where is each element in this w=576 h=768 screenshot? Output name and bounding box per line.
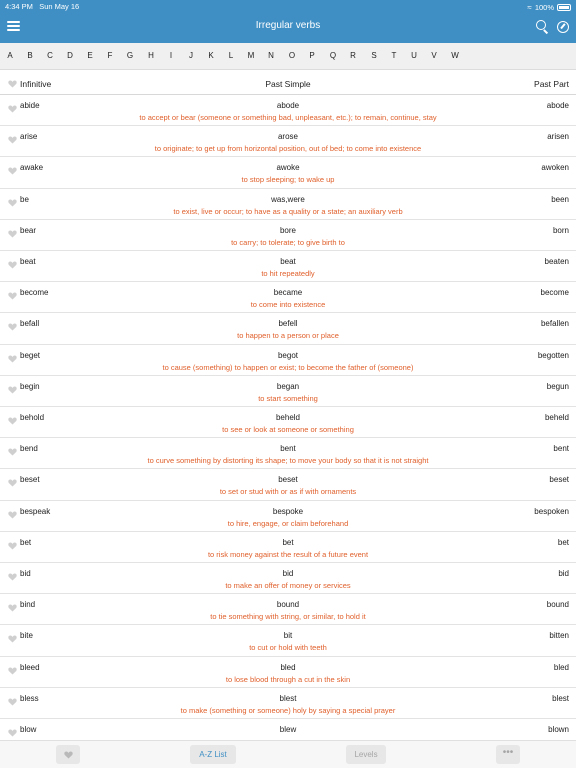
alphabet-letter-f[interactable]: F xyxy=(107,51,113,60)
past-participle-cell: awoken xyxy=(541,163,569,173)
alphabet-letter-m[interactable]: M xyxy=(247,51,255,60)
past-simple-cell: beset xyxy=(278,475,298,485)
infinitive-cell: beat xyxy=(20,257,36,266)
past-simple-cell: began xyxy=(276,381,300,391)
past-simple-cell: bent xyxy=(280,444,296,454)
table-row[interactable] xyxy=(0,438,576,469)
table-row[interactable] xyxy=(0,407,576,438)
infinitive-cell: bend xyxy=(20,444,38,454)
definition-text: to cause (something) to happen or exist; to become the father of (someone) xyxy=(162,362,414,372)
definition-text: to risk money against the result of a future event xyxy=(207,549,369,559)
table-row[interactable] xyxy=(0,157,576,188)
alphabet-letter-l[interactable]: L xyxy=(228,51,234,60)
past-participle-cell: born xyxy=(552,225,569,235)
alphabet-index-bar xyxy=(0,43,576,70)
definition-text: to tie something with string, or similar, to hold it xyxy=(210,612,366,622)
past-participle-cell: begotten xyxy=(537,350,569,360)
past-simple-cell: bound xyxy=(276,600,300,610)
infinitive-cell: arise xyxy=(20,132,38,142)
past-simple-cell: arose xyxy=(277,132,298,142)
infinitive-cell: befall xyxy=(20,319,40,329)
infinitive-cell: bleed xyxy=(20,662,40,672)
infinitive-cell: bet xyxy=(20,537,32,547)
status-clock: 4:34 PM xyxy=(5,2,33,11)
alphabet-letter-n[interactable]: N xyxy=(268,51,274,60)
table-row[interactable] xyxy=(0,469,576,500)
wifi-icon: ≈ xyxy=(527,2,532,12)
infinitive-cell: bind xyxy=(20,600,36,610)
past-participle-cell: become xyxy=(540,288,569,298)
infinitive-cell: awake xyxy=(20,163,44,173)
infinitive-cell: bid xyxy=(20,569,31,578)
infinitive-cell: bear xyxy=(20,225,37,235)
alphabet-letter-v[interactable]: V xyxy=(431,51,437,60)
table-row[interactable] xyxy=(0,95,576,126)
alphabet-letter-e[interactable]: E xyxy=(87,51,93,60)
speedometer-icon[interactable] xyxy=(557,21,569,33)
past-participle-cell: beaten xyxy=(544,257,569,266)
alphabet-letter-c[interactable]: C xyxy=(47,51,53,60)
infinitive-cell: begin xyxy=(20,381,40,391)
definition-text: to set or stud with or as if with ornaments xyxy=(219,487,357,497)
alphabet-letter-p[interactable]: P xyxy=(309,51,315,60)
definition-text: to start something xyxy=(258,393,318,403)
past-participle-cell: beset xyxy=(549,475,569,485)
past-participle-cell: bid xyxy=(558,569,569,578)
alphabet-letter-u[interactable]: U xyxy=(411,51,417,60)
status-date: Sun May 16 xyxy=(39,2,80,11)
past-participle-cell: bespoken xyxy=(534,506,569,516)
table-row[interactable] xyxy=(0,282,576,313)
definition-text: to hire, engage, or claim beforehand xyxy=(227,518,349,528)
definition-text: to make (something or someone) holy by saying a special prayer xyxy=(180,705,396,715)
past-participle-cell: abode xyxy=(546,101,569,110)
infinitive-cell: beset xyxy=(20,475,40,485)
past-participle-cell: blown xyxy=(548,725,569,734)
past-simple-cell: bore xyxy=(279,225,296,235)
definition-text: to come into existence xyxy=(250,300,326,310)
heart-icon xyxy=(64,751,73,759)
infinitive-cell: be xyxy=(20,194,29,204)
alphabet-letter-i[interactable]: I xyxy=(169,51,173,60)
definition-text: to see or look at someone or something xyxy=(222,425,354,434)
past-simple-cell: bid xyxy=(282,569,294,578)
table-row[interactable] xyxy=(0,532,576,563)
past-participle-cell: arisen xyxy=(547,132,569,142)
infinitive-cell: bless xyxy=(20,693,39,703)
definition-text: to originate; to get up from horizontal position, out of bed; to come into existence xyxy=(154,144,422,154)
column-infinitive[interactable]: Infinitive xyxy=(20,79,52,89)
column-header-row xyxy=(0,71,576,95)
definition-text: to curve something by distorting its shape; to move your body so that it is not straight xyxy=(147,456,429,466)
infinitive-cell: bespeak xyxy=(20,506,51,516)
alphabet-letter-r[interactable]: R xyxy=(350,51,356,60)
past-simple-cell: begot xyxy=(277,350,299,360)
alphabet-letter-t[interactable]: T xyxy=(391,51,397,60)
table-row[interactable] xyxy=(0,501,576,532)
status-indicators xyxy=(527,2,571,12)
definition-text: to carry; to tolerate; to give birth to xyxy=(231,237,345,247)
infinitive-cell: blow xyxy=(20,725,37,734)
definition-text: to hit repeatedly xyxy=(261,269,315,278)
past-simple-cell: bet xyxy=(282,537,294,547)
table-row[interactable] xyxy=(0,189,576,220)
infinitive-cell: bite xyxy=(20,631,33,641)
past-simple-cell: beat xyxy=(280,257,296,266)
past-participle-cell: bet xyxy=(557,537,569,547)
past-simple-cell: blest xyxy=(279,693,297,703)
past-simple-cell: was,were xyxy=(271,194,305,204)
definition-text: to accept or bear (someone or something bad, unpleasant, etc.); to remain, continue, stay xyxy=(139,113,437,122)
past-participle-cell: been xyxy=(551,194,569,204)
column-past-participle[interactable]: Past Part xyxy=(534,79,569,89)
status-time xyxy=(5,2,79,12)
definition-text: to make an offer of money or services xyxy=(225,581,351,590)
table-row[interactable] xyxy=(0,688,576,719)
alphabet-letter-j[interactable]: J xyxy=(189,51,193,60)
table-row[interactable] xyxy=(0,251,576,282)
past-simple-cell: befell xyxy=(278,319,298,329)
past-participle-cell: befallen xyxy=(540,319,569,329)
past-simple-cell: bled xyxy=(280,662,296,672)
alphabet-letter-s[interactable]: S xyxy=(371,51,377,60)
alphabet-letter-a[interactable]: A xyxy=(7,51,13,60)
alphabet-letter-o[interactable]: O xyxy=(288,51,296,60)
past-participle-cell: beheld xyxy=(544,413,569,422)
favorites-tab[interactable] xyxy=(56,745,80,764)
definition-text: to stop sleeping; to wake up xyxy=(241,175,335,185)
az-list-tab[interactable]: A-Z List xyxy=(190,745,236,764)
app-header xyxy=(0,0,576,43)
alphabet-letter-w[interactable]: W xyxy=(451,51,459,60)
definition-text: to cut or hold with teeth xyxy=(249,643,327,653)
table-row[interactable] xyxy=(0,625,576,656)
battery-icon xyxy=(557,4,571,11)
past-simple-cell: bit xyxy=(283,631,293,641)
past-simple-cell: became xyxy=(273,288,303,298)
past-participle-cell: bitten xyxy=(549,631,569,641)
past-participle-cell: bled xyxy=(553,662,569,672)
past-participle-cell: bent xyxy=(553,444,569,454)
definition-text: to exist, live or occur; to have as a quality or a state; an auxiliary verb xyxy=(173,206,403,216)
alphabet-letter-h[interactable]: H xyxy=(148,51,154,60)
past-simple-cell: blew xyxy=(279,725,297,734)
table-row[interactable] xyxy=(0,220,576,251)
past-participle-cell: bound xyxy=(546,600,569,610)
alphabet-letter-d[interactable]: D xyxy=(67,51,73,60)
table-row[interactable] xyxy=(0,563,576,594)
alphabet-letter-b[interactable]: B xyxy=(27,51,33,60)
battery-percent: 100% xyxy=(534,2,554,12)
past-simple-cell: bespoke xyxy=(272,506,304,516)
search-icon[interactable] xyxy=(536,20,549,33)
past-simple-cell: awoke xyxy=(276,163,300,173)
past-simple-cell: beheld xyxy=(275,413,301,422)
page-title: Irregular verbs xyxy=(255,20,321,31)
alphabet-letter-q[interactable]: Q xyxy=(329,51,337,60)
infinitive-cell: abide xyxy=(20,101,40,110)
alphabet-letter-g[interactable]: G xyxy=(126,51,134,60)
past-participle-cell: blest xyxy=(552,693,569,703)
table-row[interactable] xyxy=(0,126,576,157)
table-row[interactable] xyxy=(0,376,576,407)
bottom-tab-bar xyxy=(0,740,576,768)
table-row[interactable] xyxy=(0,594,576,625)
table-row[interactable] xyxy=(0,657,576,688)
table-row[interactable] xyxy=(0,313,576,344)
column-past-simple[interactable]: Past Simple xyxy=(265,79,311,89)
alphabet-letter-k[interactable]: K xyxy=(208,51,214,60)
table-row[interactable] xyxy=(0,345,576,376)
past-participle-cell: begun xyxy=(546,381,569,391)
more-tab[interactable]: ••• xyxy=(496,745,520,764)
past-simple-cell: abode xyxy=(276,101,300,110)
levels-tab[interactable]: Levels xyxy=(346,745,386,764)
definition-text: to lose blood through a cut in the skin xyxy=(225,674,351,684)
infinitive-cell: behold xyxy=(20,413,45,422)
infinitive-cell: beget xyxy=(20,350,41,360)
infinitive-cell: become xyxy=(20,288,49,298)
definition-text: to happen to a person or place xyxy=(237,331,339,341)
